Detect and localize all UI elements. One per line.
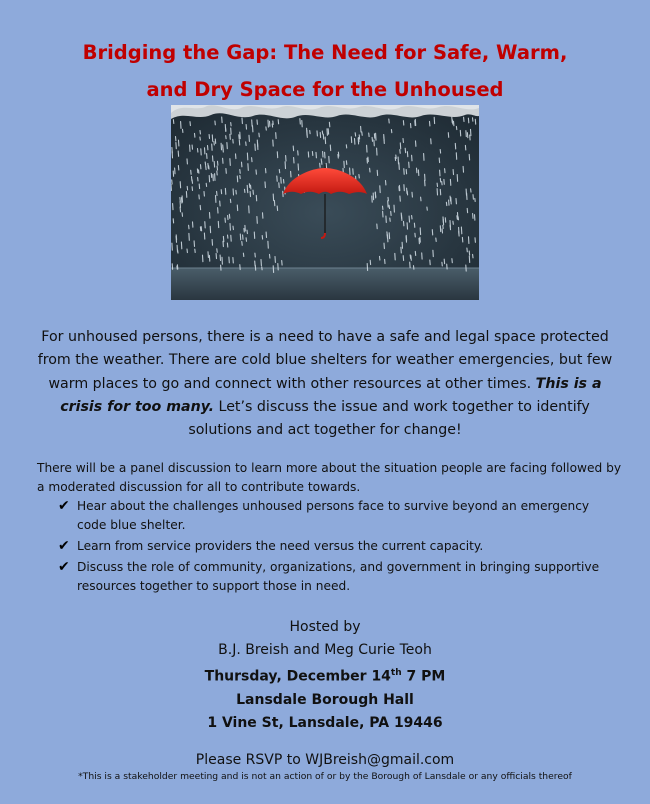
address: 1 Vine St, Lansdale, PA 19446 <box>207 714 443 731</box>
hosts: B.J. Breish and Meg Curie Teoh <box>218 642 432 658</box>
venue: Lansdale Borough Hall <box>236 691 414 708</box>
date-text: Thursday, December 14 <box>204 668 391 685</box>
disclaimer: *This is a stakeholder meeting and is not an action of or by the Borough of Lansdale or any officials thereof <box>78 771 572 782</box>
title-line-2: and Dry Space for the Unhoused <box>146 78 504 101</box>
intro-text-a: For unhoused persons, there is a need to have a safe and legal space protected from the weather. There are cold blue shelters for weather emergencies, but few warm places to go and connect with other resources at other times. <box>37 329 613 392</box>
check-icon: ✔ <box>58 559 70 575</box>
bullet-text: Hear about the challenges unhoused persons face to survive beyond an emergency code blue shelter. <box>77 499 590 532</box>
bullet-list <box>58 497 618 598</box>
page-title <box>0 34 650 108</box>
intro-text-b: Let’s discuss the issue and work together to identify solutions and act together for change! <box>188 398 590 439</box>
title-line-1: Bridging the Gap: The Need for Safe, Warm, <box>82 41 568 64</box>
intro-emphasis: This is a crisis for too many. <box>60 375 602 415</box>
bullet-text: Discuss the role of community, organizations, and government in bringing supportive resources together to support those in need. <box>77 560 600 593</box>
list-item <box>58 558 618 596</box>
event-time: 7 PM <box>401 668 446 685</box>
details-paragraph: There will be a panel discussion to learn more about the situation people are facing followed by a moderated discussion for all to contribute towards. <box>37 461 622 494</box>
list-item <box>58 537 618 556</box>
check-icon: ✔ <box>58 498 70 514</box>
umbrella-in-rain-image <box>171 105 479 300</box>
date-suffix: th <box>390 668 402 678</box>
bullet-text: Learn from service providers the need versus the current capacity. <box>77 539 484 553</box>
check-icon: ✔ <box>58 538 70 554</box>
hosted-by-label: Hosted by <box>289 619 361 635</box>
intro-paragraph <box>32 326 618 442</box>
rsvp-line: Please RSVP to WJBreish@gmail.com <box>195 752 455 768</box>
event-info <box>0 616 650 735</box>
event-date <box>0 662 650 689</box>
list-item <box>58 497 618 535</box>
